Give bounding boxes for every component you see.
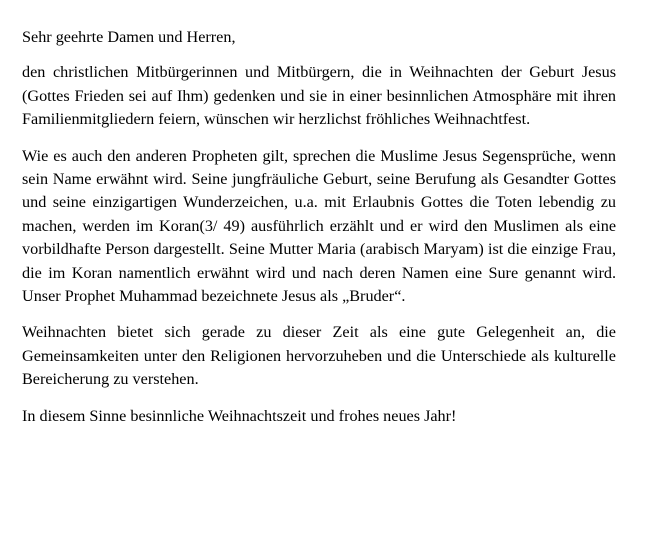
letter-closing: In diesem Sinne besinnliche Weihnachtszeit und frohes neues Jahr! bbox=[22, 406, 457, 425]
letter-document bbox=[22, 26, 616, 428]
letter-paragraph-religions: Weihnachten bietet sich gerade zu dieser Zeit als eine gute Gelegenheit an, die Gemeinsamkeiten unter den Religionen hervorzuheben und die Unterschiede als kulturelle Bereicherung zu verstehen. bbox=[22, 323, 616, 389]
letter-paragraph-jesus: Wie es auch den anderen Propheten gilt, sprechen die Muslime Jesus Segensprüche, wenn sein Name erwähnt wird. Seine jungfräuliche Geburt, seine Berufung als Gesandter Gottes und seine einzigartigen Wunderzeichen, u.a. mit Erlaubnis Gottes die Toten lebendig zu machen, werden im Koran(3/ 49) ausführlich erzählt und er wird den Muslimen als eine vorbildhafte Person dargestellt. Seine Mutter Maria (arabisch Maryam) ist die einzige Frau, die im Koran namentlich erwähnt wird und nach deren Namen eine Sure genannt wird. Unser Prophet Muhammad bezeichnete Jesus als „Bruder“. bbox=[22, 146, 616, 306]
letter-paragraph-greeting: den christlichen Mitbürgerinnen und Mitbürgern, die in Weihnachten der Geburt Jesus (Gottes Frieden sei auf Ihm) gedenken und sie in einer besinnlichen Atmosphäre mit ihren Familienmitgliedern feiern, wünschen wir herzlichst fröhliches Weihnachtfest. bbox=[22, 63, 616, 129]
letter-salutation: Sehr geehrte Damen und Herren, bbox=[22, 28, 236, 46]
